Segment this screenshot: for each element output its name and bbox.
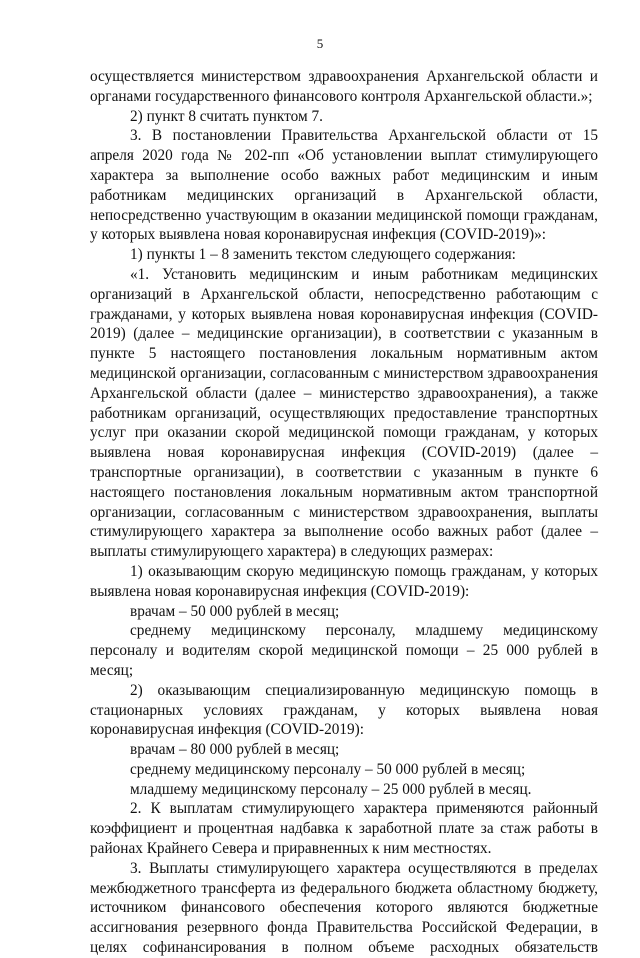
- paragraph: среднему медицинскому персоналу – 50 000 рублей в месяц;: [130, 760, 526, 778]
- paragraph: 1) оказывающим скорую медицинскую помощь гражданам, у которых выявлена новая коронавирусная инфекция (COVID-2019):: [90, 562, 598, 600]
- paragraph: 1) пункты 1 – 8 заменить текстом следующего содержания:: [130, 246, 516, 264]
- paragraph: врачам – 80 000 рублей в месяц;: [130, 741, 340, 759]
- paragraph: 2) оказывающим специализированную медицинскую помощь в стационарных условиях гражданам, у которых выявлена новая коронавирусная инфекция (COVID-2019):: [90, 681, 598, 739]
- paragraph: 2) пункт 8 считать пунктом 7.: [130, 107, 323, 125]
- paragraph: врачам – 50 000 рублей в месяц;: [130, 602, 340, 620]
- document-body: [90, 67, 598, 958]
- page-number: 5: [316, 36, 324, 51]
- paragraph: среднему медицинскому персоналу, младшему медицинскому персоналу и водителям скорой медицинской помощи – 25 000 рублей в месяц;: [90, 622, 598, 679]
- paragraph: 3. В постановлении Правительства Архангельской области от 15 апреля 2020 года № 202-пп «Об установлении выплат стимулирующего характера за выполнение особо важных работ медицинским и иным работникам медицинских организаций в Архангельской области, непосредственно участвующим в оказании медицинской помощи гражданам, у которых выявлена новая коронавирусная инфекция (COVID-2019)»:: [90, 127, 598, 244]
- paragraph: 3. Выплаты стимулирующего характера осуществляются в пределах межбюджетного трансферта из федерального бюджета областному бюджету, источником финансового обеспечения которого являются бюджетные ассигнования резервного фонда Правительства Российской Федерации, в целях софинансирования в полном объеме расходных обязательств: [90, 859, 598, 957]
- paragraph: «1. Установить медицинским и иным работникам медицинских организаций в Архангельской области, непосредственно работающим с гражданами, у которых выявлена новая коронавирусная инфекция (COVID-2019) (далее – медицинские организации), в соответствии с указанным в пункте 5 настоящего постановления локальным нормативным актом медицинской организации, согласованным с министерством здравоохранения Архангельской области (далее – министерство здравоохранения), а также работникам организаций, осуществляющих предоставление транспортных услуг при оказании скорой медицинской помощи гражданам, у которых выявлена новая коронавирусная инфекция (COVID-2019) (далее – транспортные организации), в соответствии с указанным в пункте 6 настоящего постановления локальным нормативным актом транспортной организации, согласованным с министерством здравоохранения, выплаты стимулирующего характера за выполнение особо важных работ (далее – выплаты стимулирующего характера) в следующих размерах:: [90, 265, 598, 561]
- paragraph: 2. К выплатам стимулирующего характера применяются районный коэффициент и процентная надбавка к заработной плате за стаж работы в районах Крайнего Севера и приравненных к ним местностях.: [90, 800, 598, 858]
- paragraph: осуществляется министерством здравоохранения Архангельской области и органами государственного финансового контроля Архангельской области.»;: [90, 68, 598, 105]
- paragraph: младшему медицинскому персоналу – 25 000 рублей в месяц.: [130, 780, 532, 798]
